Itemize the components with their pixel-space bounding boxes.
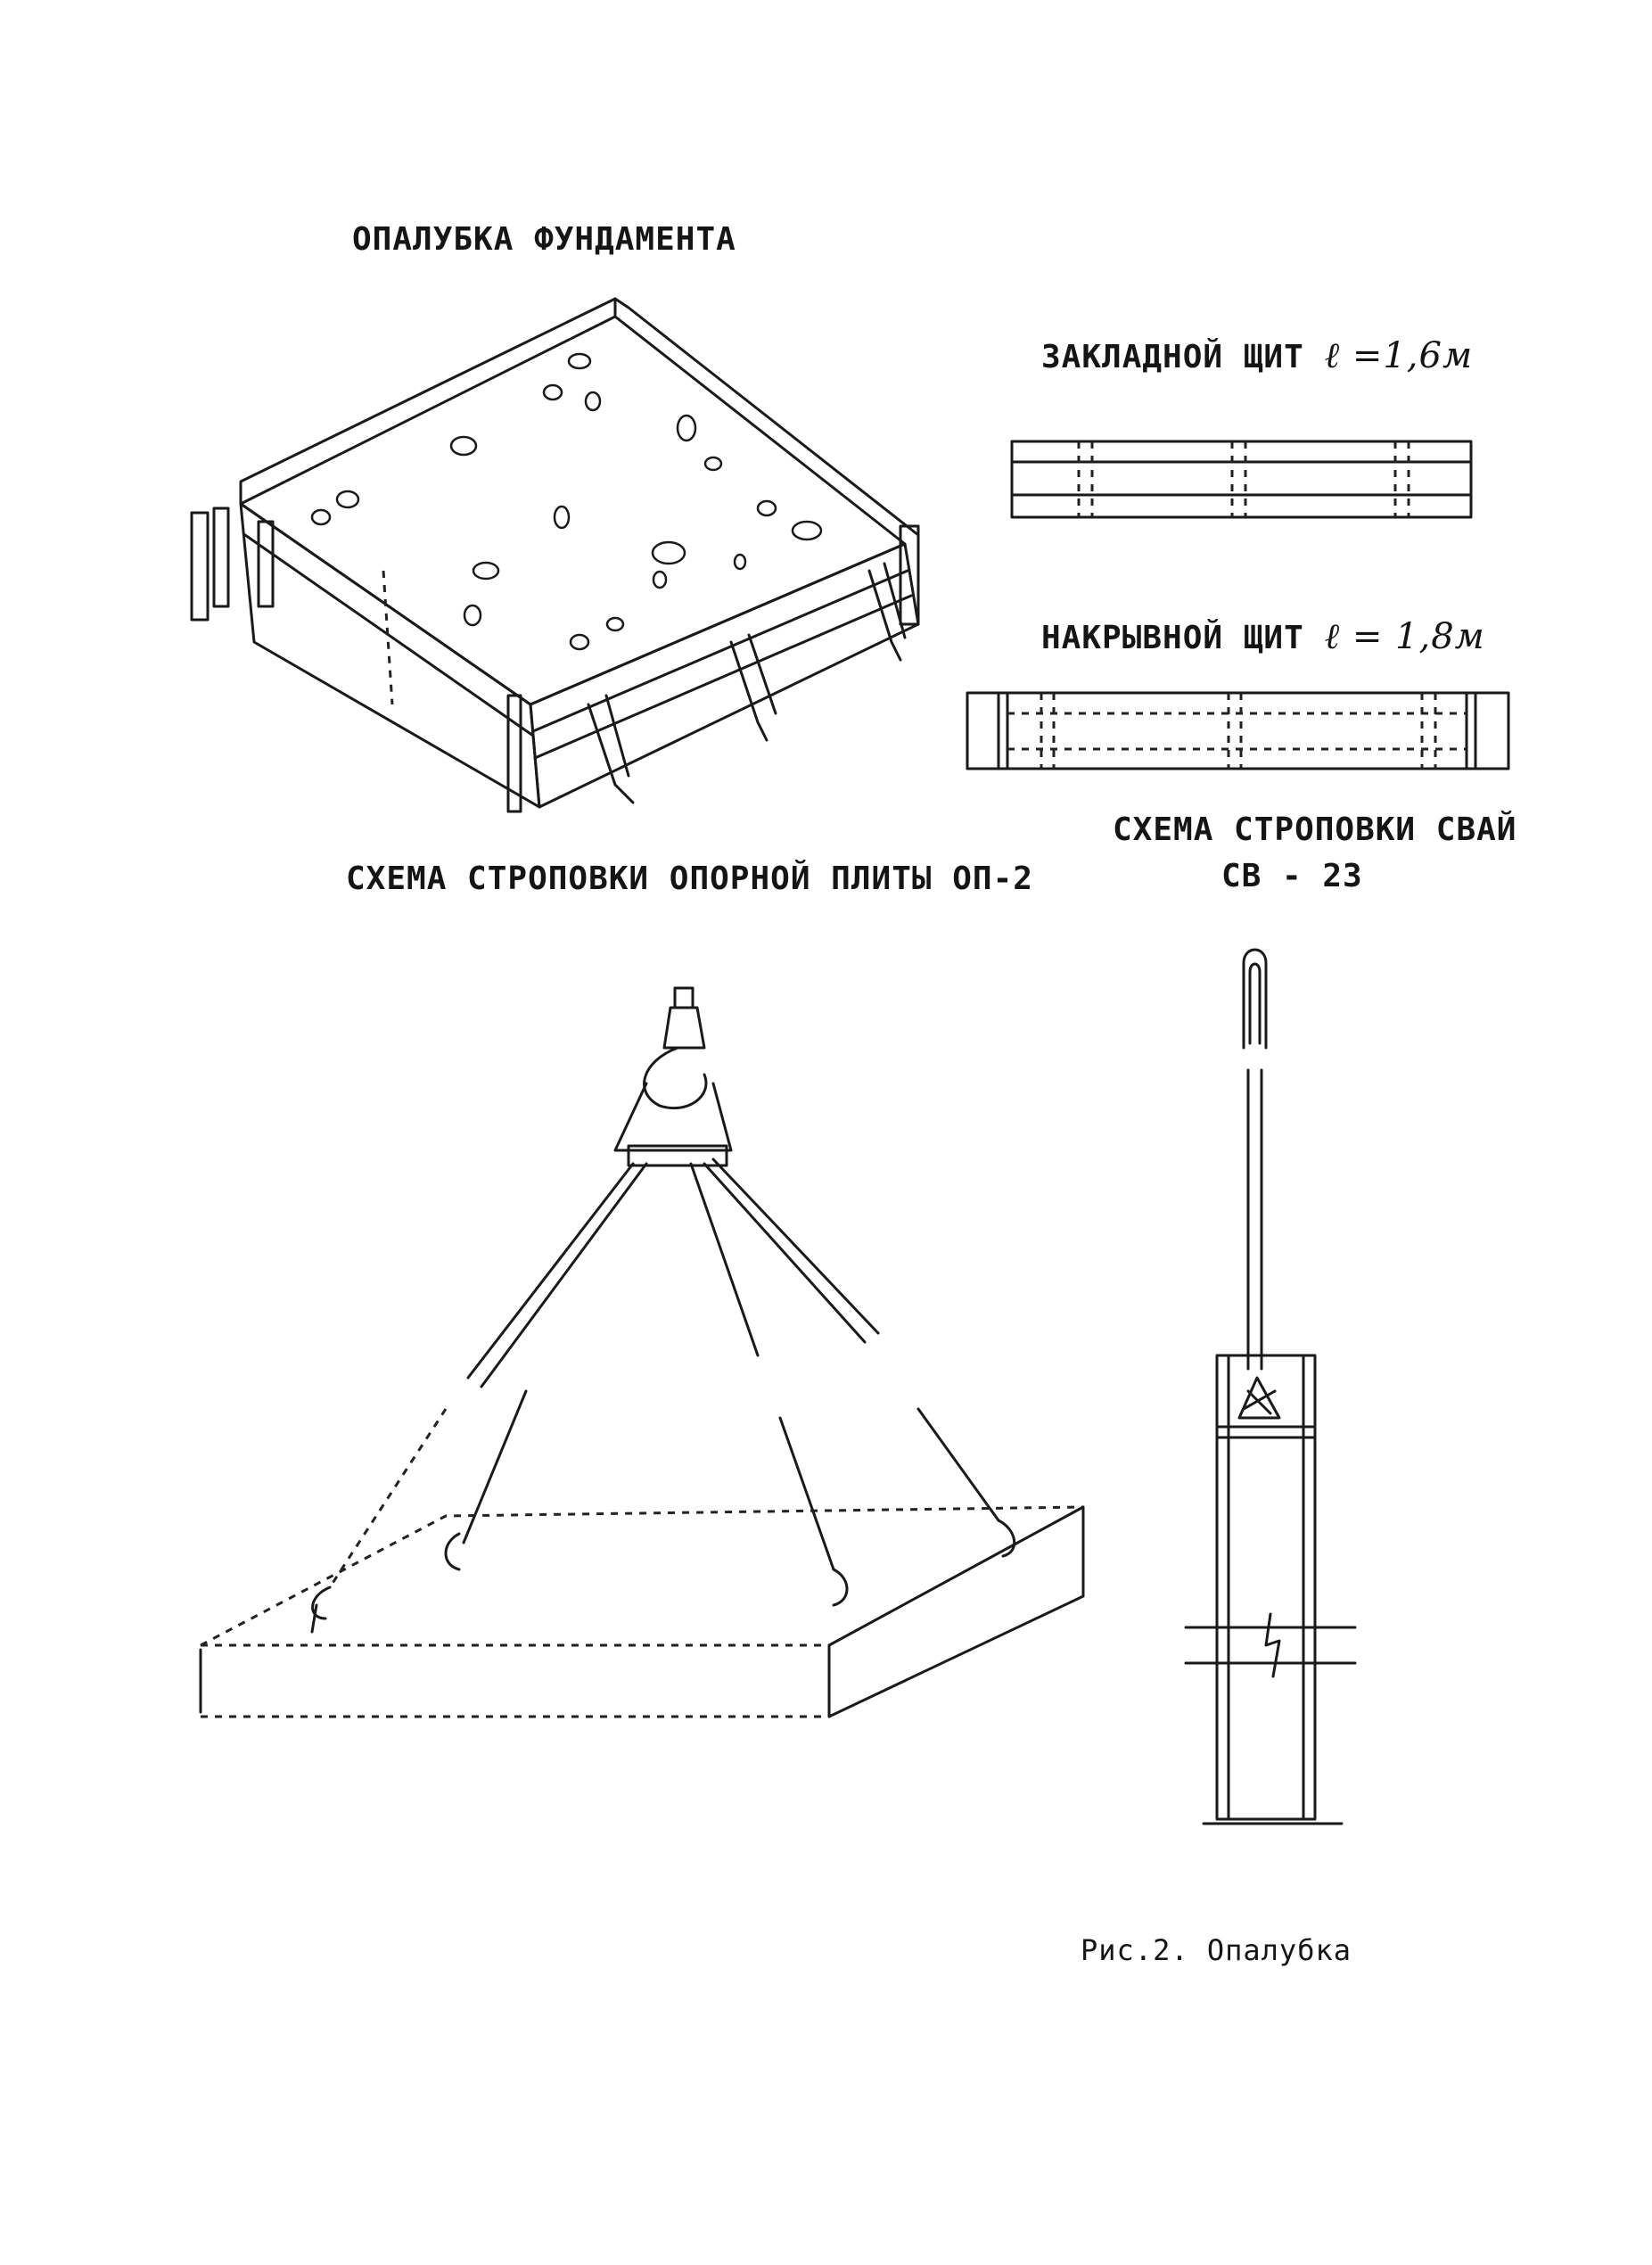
- embedded-panel-drawing: [1012, 441, 1471, 517]
- plate-sling-title: СХЕМА СТРОПОВКИ ОПОРНОЙ ПЛИТЫ ОП-2: [346, 861, 1033, 897]
- embedded-panel-prefix: ЗАКЛАДНОЙ ЩИТ: [1041, 339, 1304, 375]
- cover-panel-drawing: [967, 693, 1508, 769]
- cover-panel-prefix: НАКРЫВНОЙ ЩИТ: [1041, 620, 1304, 656]
- figure-caption: Рис.2. Опалубка: [1081, 1933, 1352, 1967]
- plate-sling-drawing: [201, 988, 1083, 1717]
- embedded-panel-length: ℓ =1,6м: [1324, 335, 1474, 376]
- formwork-title: ОПАЛУБКА ФУНДАМЕНТА: [352, 221, 736, 258]
- pile-sling-code: СВ - 23: [1221, 858, 1363, 894]
- foundation-formwork-drawing: [192, 299, 918, 811]
- pile-sling-title: СХЕМА СТРОПОВКИ СВАЙ: [1113, 811, 1517, 848]
- pile-sling-drawing: [1186, 950, 1355, 1824]
- cover-panel-length: ℓ = 1,8м: [1324, 616, 1485, 657]
